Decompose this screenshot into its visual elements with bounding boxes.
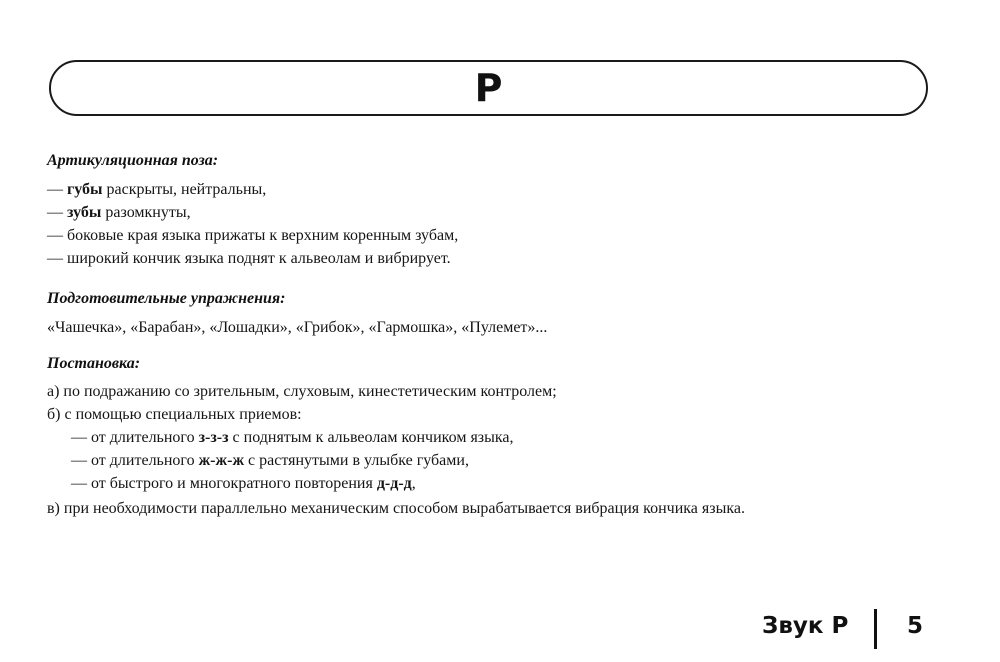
item-text: — от длительного xyxy=(71,452,199,469)
staging-subitem-1 xyxy=(71,428,514,448)
staging-subitem-2 xyxy=(71,451,469,471)
dash: — xyxy=(47,204,63,221)
title-frame xyxy=(49,60,928,116)
item-text: боковые края языка прижаты к верхним коренным зубам, xyxy=(63,227,459,244)
exercises-heading: Подготовительные упражнения: xyxy=(47,290,286,307)
articulation-heading: Артикуляционная поза: xyxy=(47,152,219,169)
bold-term: зубы xyxy=(67,204,102,221)
item-text: с растянутыми в улыбке губами, xyxy=(244,452,469,469)
articulation-item-3 xyxy=(47,226,458,246)
footer-divider xyxy=(874,609,877,649)
page-title: Р xyxy=(474,66,503,110)
item-text: — от быстрого и многократного повторения xyxy=(71,475,377,492)
staging-item-a: а) по подражанию со зрительным, слуховым, кинестетическим контролем; xyxy=(47,383,557,400)
dash: — xyxy=(47,227,63,244)
exercises-list: «Чашечка», «Барабан», «Лошадки», «Грибок», «Гармошка», «Пулемет»... xyxy=(47,319,548,336)
page-number: 5 xyxy=(907,613,924,639)
bold-term: д-д-д xyxy=(376,475,412,492)
bold-term: з-з-з xyxy=(198,429,229,446)
articulation-item-2 xyxy=(47,203,191,223)
bold-term: ж-ж-ж xyxy=(198,452,245,469)
staging-subitem-3 xyxy=(71,474,416,494)
staging-item-c: в) при необходимости параллельно механическим способом вырабатывается вибрация кончика языка. xyxy=(47,500,745,517)
dash: — xyxy=(47,181,63,198)
bold-term: губы xyxy=(67,181,103,198)
item-text: широкий кончик языка поднят к альвеолам и вибрирует. xyxy=(63,250,451,267)
item-text: — от длительного xyxy=(71,429,199,446)
item-text: с поднятым к альвеолам кончиком языка, xyxy=(228,429,514,446)
staging-heading: Постановка: xyxy=(47,355,141,372)
item-text: разомкнуты, xyxy=(101,204,191,221)
item-text: раскрыты, нейтральны, xyxy=(102,181,267,198)
item-text: , xyxy=(411,475,416,492)
articulation-item-4 xyxy=(47,249,451,269)
dash: — xyxy=(47,250,63,267)
staging-item-b: б) с помощью специальных приемов: xyxy=(47,406,302,423)
articulation-item-1 xyxy=(47,180,266,200)
footer-sound-label: Звук Р xyxy=(762,613,849,639)
